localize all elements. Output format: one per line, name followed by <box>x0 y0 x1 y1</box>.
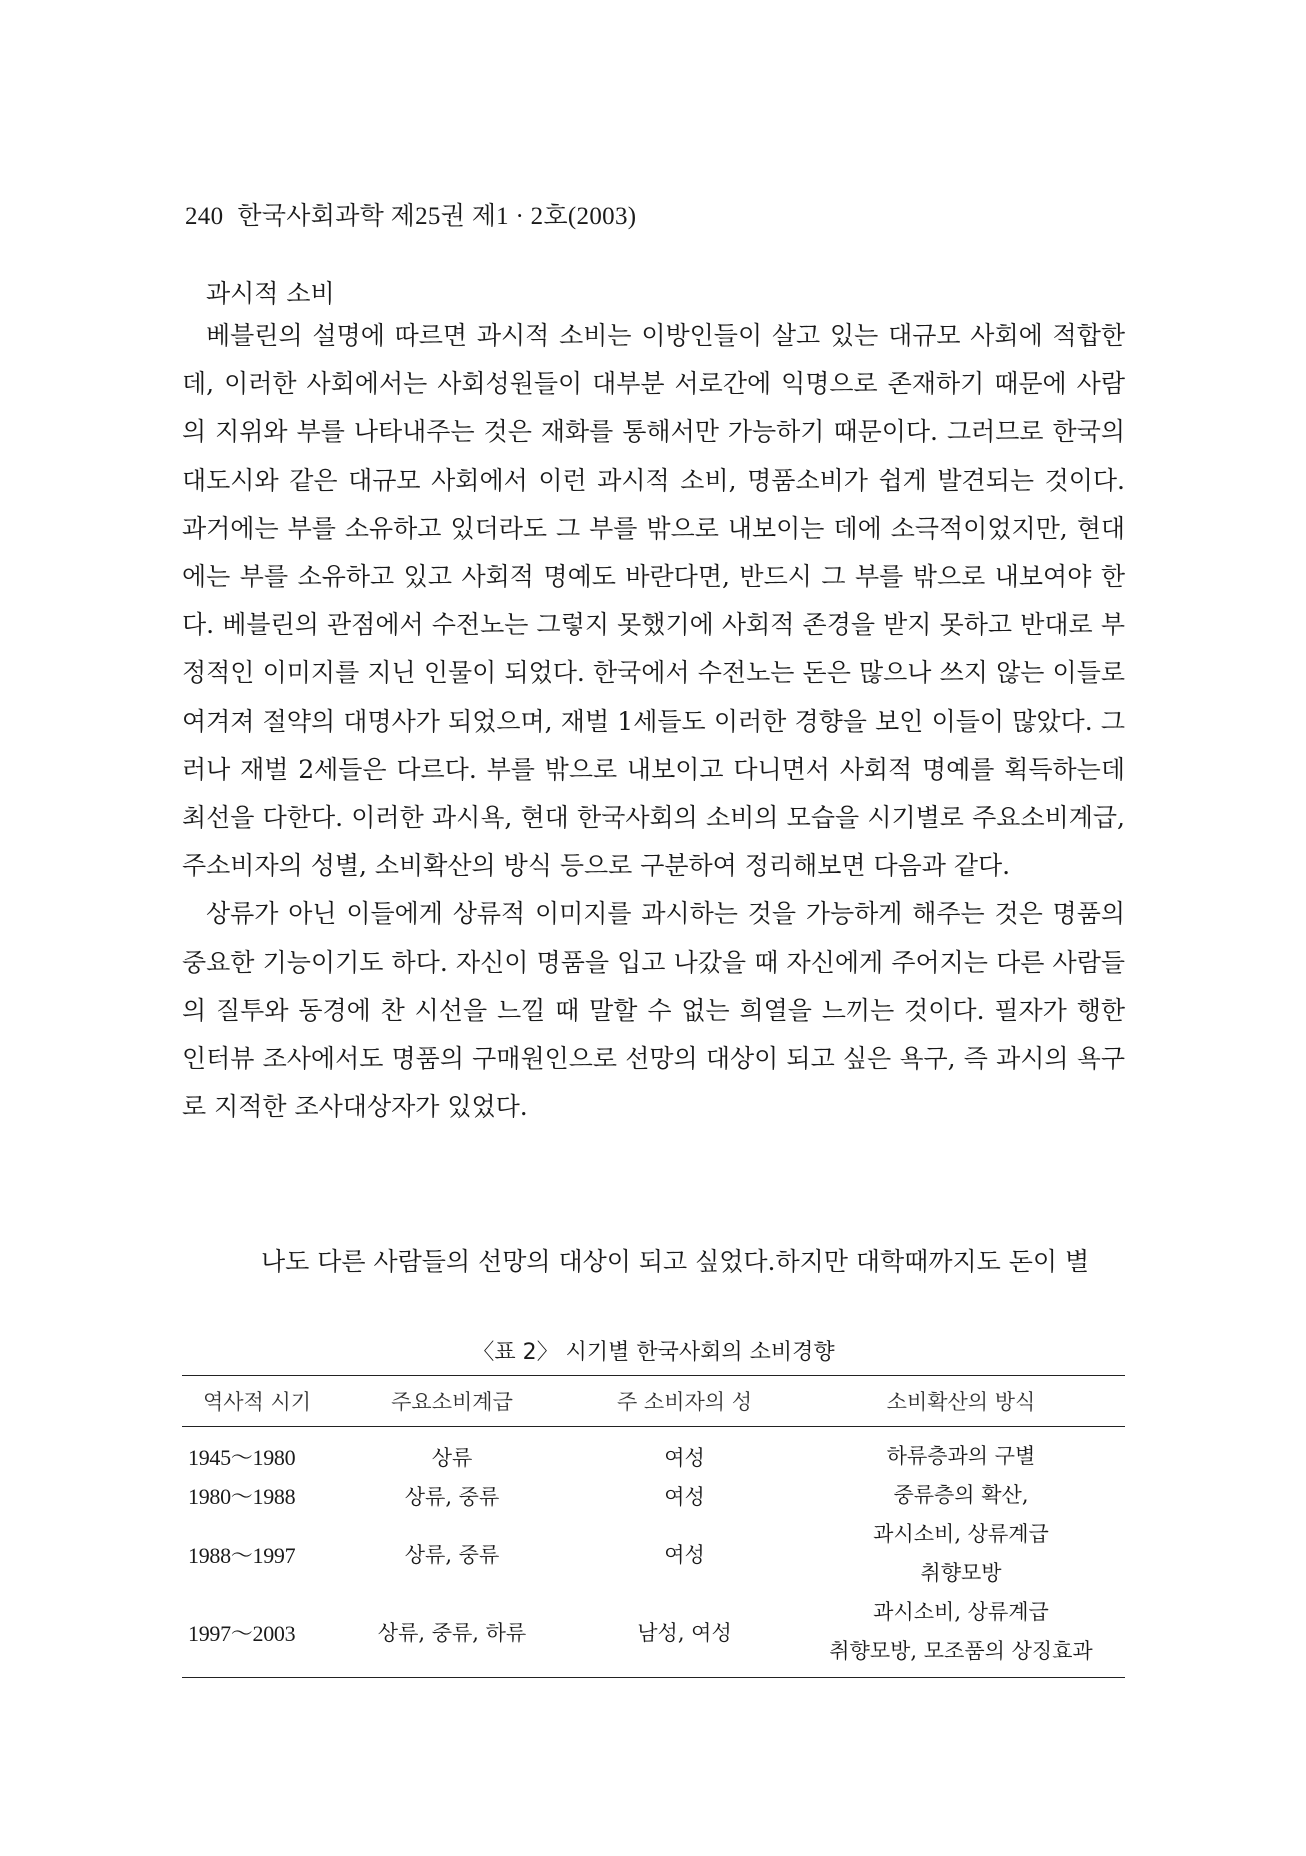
table-row <box>182 1593 1125 1678</box>
period-cell: 1997～2003 <box>182 1593 332 1678</box>
gender-cell: 남성, 여성 <box>572 1593 797 1678</box>
class-cell: 상류, 중류, 하류 <box>332 1593 572 1678</box>
gender-cell: 여성 <box>664 1445 705 1470</box>
section-heading: 과시적 소비 <box>206 279 335 308</box>
gender-cell: 여성 <box>664 1484 705 1509</box>
table-header-row <box>182 1376 1125 1427</box>
class-cell: 상류 <box>431 1445 473 1470</box>
method-line: 취향모방 <box>920 1561 1002 1585</box>
period-cell: 1945～1980 <box>188 1445 296 1470</box>
period-cell: 1980～1988 <box>188 1484 296 1509</box>
table-caption: 〈표 2〉 시기별 한국사회의 소비경향 <box>472 1340 835 1365</box>
body-text <box>182 312 1125 1131</box>
method-line: 과시소비, 상류계급 <box>873 1522 1049 1546</box>
period-cell: 1988～1997 <box>188 1542 296 1568</box>
method-line: 과시소비, 상류계급 <box>873 1600 1049 1624</box>
method-cell <box>797 1476 1125 1515</box>
method-line: 취향모방, 모조품의 상징효과 <box>829 1639 1093 1663</box>
table-header-cell: 주요소비계급 <box>332 1376 572 1427</box>
interview-quote: 나도 다른 사람들의 선망의 대상이 되고 싶었다.하지만 대학때까지도 돈이 별 <box>261 1247 1090 1276</box>
method-cell <box>797 1427 1125 1477</box>
method-cell <box>797 1515 1125 1593</box>
method-line: 하류층과의 구별 <box>886 1444 1036 1468</box>
page-number: 240 <box>185 203 224 230</box>
table-row <box>182 1476 1125 1515</box>
method-line: 중류층의 확산, <box>893 1483 1029 1507</box>
running-header <box>185 196 636 232</box>
table-header-cell: 역사적 시기 <box>182 1376 332 1427</box>
table-row <box>182 1427 1125 1477</box>
gender-cell: 여성 <box>664 1543 705 1567</box>
class-cell: 상류, 중류 <box>404 1543 500 1567</box>
class-cell: 상류, 중류 <box>404 1484 500 1509</box>
table-header-cell: 주 소비자의 성 <box>572 1376 797 1427</box>
consumption-trend-table <box>182 1375 1125 1678</box>
table-row <box>182 1515 1125 1593</box>
paragraph: 상류가 아닌 이들에게 상류적 이미지를 과시하는 것을 가능하게 해주는 것은 명품의 중요한 기능이기도 하다. 자신이 명품을 입고 나갔을 때 자신에게 주어지는 다른 사람들의 질투와 동경에 찬 시선을 느낄 때 말할 수 없는 희열을 느끼는 것이다. 필자가 행한 인터뷰 조사에서도 명품의 구매원인으로 선망의 대상이 되고 싶은 욕구, 즉 과시의 욕구로 지적한 조사대상자가 있었다. <box>182 899 1125 1122</box>
method-cell <box>797 1593 1125 1678</box>
journal-title: 한국사회과학 제25권 제1 · 2호(2003) <box>237 203 637 230</box>
table-header-cell: 소비확산의 방식 <box>797 1376 1125 1427</box>
paragraph: 베블린의 설명에 따르면 과시적 소비는 이방인들이 살고 있는 대규모 사회에 적합한데, 이러한 사회에서는 사회성원들이 대부분 서로간에 익명으로 존재하기 때문에 사람의 지위와 부를 나타내주는 것은 재화를 통해서만 가능하기 때문이다. 그러므로 한국의 대도시와 같은 대규모 사회에서 이런 과시적 소비, 명품소비가 쉽게 발견되는 것이다. 과거에는 부를 소유하고 있더라도 그 부를 밖으로 내보이는 데에 소극적이었지만, 현대에는 부를 소유하고 있고 사회적 명예도 바란다면, 반드시 그 부를 밖으로 내보여야 한다. 베블린의 관점에서 수전노는 그렇지 못했기에 사회적 존경을 받지 못하고 반대로 부정적인 이미지를 지닌 인물이 되었다. 한국에서 수전노는 돈은 많으나 쓰지 않는 이들로 여겨져 절약의 대명사가 되었으며, 재벌 1세들도 이러한 경향을 보인 이들이 많았다. 그러나 재벌 2세들은 다르다. 부를 밖으로 내보이고 다니면서 사회적 명예를 획득하는데 최선을 다한다. 이러한 과시욕, 현대 한국사회의 소비의 모습을 시기별로 주요소비계급, 주소비자의 성별, 소비확산의 방식 등으로 구분하여 정리해보면 다음과 같다. <box>182 321 1125 881</box>
